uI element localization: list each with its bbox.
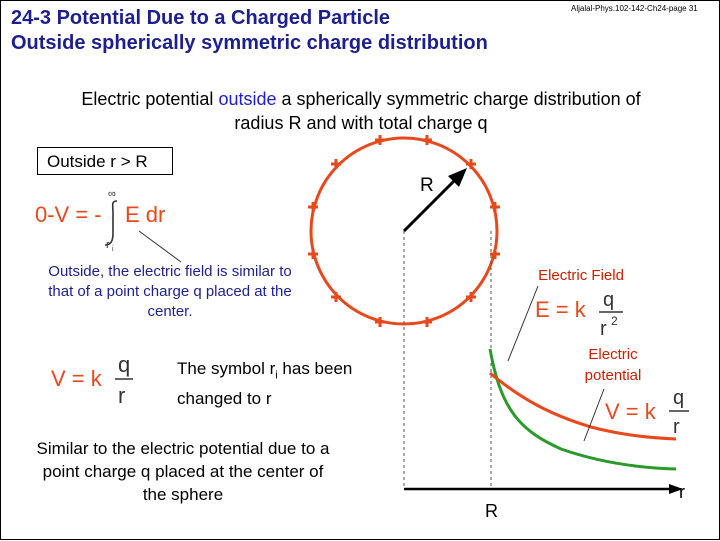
potential-right-denominator: r [673, 416, 680, 438]
symbol-note-part1: The symbol r [177, 359, 276, 378]
page-reference: Aljalal-Phys.102-142-Ch24-page 31 [571, 4, 698, 13]
plus-icon [331, 159, 341, 169]
field-formula-numerator: q [603, 289, 615, 311]
potential-formula-left [51, 352, 133, 408]
symbol-note-part2: has been changed to r [177, 359, 353, 409]
outside-field-note: Outside, the electric field is similar to that of a point charge q placed at the center. [48, 263, 292, 320]
field-formula-lhs: E = k [535, 297, 586, 322]
slide-title: 24-3 Potential Due to a Charged Particle [11, 7, 390, 29]
potential-pointer-line [584, 389, 604, 441]
diagram-canvas [1, 1, 720, 541]
potential-right-lhs: V = k [605, 399, 656, 424]
field-formula-denominator: r [600, 318, 607, 340]
plus-icon [466, 159, 476, 169]
R-axis-label: R [485, 501, 498, 521]
symbol-note-sub: i [275, 369, 278, 382]
integral-upper-limit: ∞ [108, 188, 116, 200]
intro-part1: Electric potential [81, 89, 219, 109]
field-formula-exponent: 2 [611, 314, 618, 328]
integral-lower-limit-sub: i [112, 246, 114, 253]
plus-icon [331, 292, 341, 302]
radius-label: R [420, 175, 434, 196]
plus-icon [422, 135, 432, 145]
integral-lower-limit: r [106, 239, 110, 251]
potential-right-numerator: q [673, 387, 685, 409]
potential-left-lhs: V = k [51, 366, 102, 391]
potential-left-numerator: q [118, 352, 131, 377]
integral-integrand: E dr [125, 202, 166, 227]
condition-box: Outside r > R [37, 147, 173, 175]
intro-part2: a spherically symmetric charge distribution of radius R and with total charge q [234, 89, 641, 133]
slide-subtitle: Outside spherically symmetric charge distribution [11, 32, 488, 54]
plus-icon [308, 249, 318, 259]
potential-formula-right [605, 387, 689, 438]
integral-lhs: 0-V = - [35, 202, 102, 227]
field-formula [535, 289, 623, 340]
intro-highlight: outside [218, 89, 277, 109]
integral-callout-line [139, 231, 181, 262]
point-charge-note: Similar to the electric potential due to a point charge q placed at the center of the sphere [36, 439, 330, 504]
r-axis-label: r [679, 482, 685, 502]
plus-icon [422, 317, 432, 327]
electric-potential-label: Electric potential [584, 346, 642, 384]
electric-field-label: Electric Field [538, 267, 624, 284]
potential-left-denominator: r [118, 383, 126, 408]
field-pointer-line [508, 286, 538, 361]
integral-formula [35, 188, 165, 253]
